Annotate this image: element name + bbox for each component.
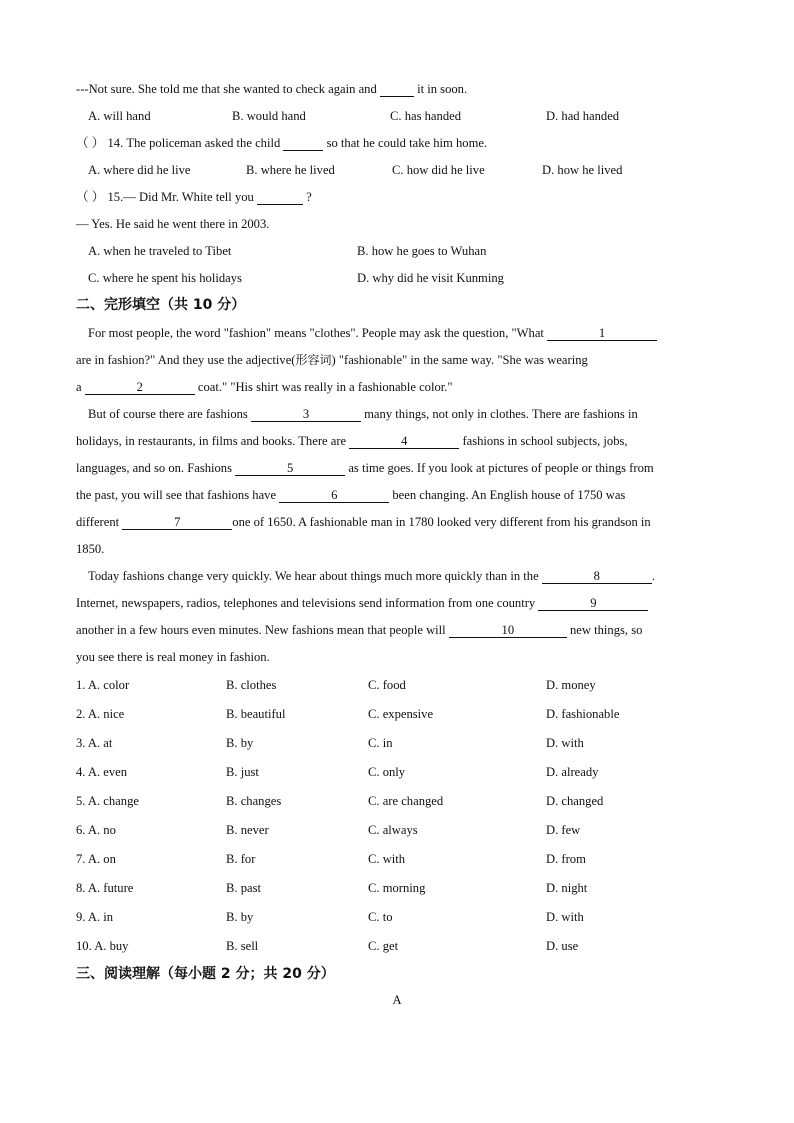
q14-option-b: B. where he lived: [246, 163, 335, 177]
q13-option-b: B. would hand: [232, 109, 306, 123]
cloze-text: are in fashion?" And they use the adjective(: [76, 353, 296, 367]
passage-label: A: [392, 993, 402, 1007]
cloze-p3-line3: [76, 622, 642, 638]
cloze-option-7-d: D. from: [546, 852, 586, 866]
cloze-p2-line2: [76, 433, 628, 449]
q15-stem: [76, 189, 312, 205]
cloze-text: Internet, newspapers, radios, telephones and televisions send information from one country: [76, 596, 536, 610]
cloze-option-10-a: 10. A. buy: [76, 939, 129, 953]
cloze-option-9-c: C. to: [368, 910, 393, 924]
cloze-option-1-d: D. money: [546, 678, 596, 692]
q14-stem-text-end: so that he could take him home.: [326, 136, 488, 150]
q15-reply: — Yes. He said he went there in 2003.: [76, 217, 270, 231]
cloze-option-5-b: B. changes: [226, 794, 282, 808]
cloze-option-6-c: C. always: [368, 823, 418, 837]
q14-option-c: C. how did he live: [392, 163, 485, 177]
cloze-option-9-a: 9. A. in: [76, 910, 114, 924]
cloze-blank-9: 9: [538, 596, 648, 611]
cloze-option-7-c: C. with: [368, 852, 406, 866]
q13-option-d: D. had handed: [546, 109, 620, 123]
cloze-p2-line4: [76, 487, 625, 503]
cloze-p3-line1: [88, 568, 655, 584]
cloze-text: a: [76, 380, 82, 394]
cloze-option-3-a: 3. A. at: [76, 736, 113, 750]
cloze-option-8-d: D. night: [546, 881, 588, 895]
cloze-option-8-b: B. past: [226, 881, 261, 895]
cloze-text: holidays, in restaurants, in films and books. There are: [76, 434, 347, 448]
cloze-chinese-gloss: 形容词: [295, 353, 332, 367]
q15-option-c: C. where he spent his holidays: [88, 271, 242, 285]
q14-stem: [76, 135, 487, 151]
cloze-text: one of 1650. A fashionable man in 1780 looked very different from his grandson in: [232, 515, 651, 529]
q15-option-b: B. how he goes to Wuhan: [357, 244, 487, 258]
cloze-p1-line1: [88, 325, 657, 341]
cloze-option-1-b: B. clothes: [226, 678, 277, 692]
q13-stem-text-end: it in soon.: [417, 82, 468, 96]
cloze-text: different: [76, 515, 120, 529]
section3-heading: 三、阅读理解（每小题 2 分；共 20 分）: [76, 966, 335, 982]
cloze-option-7-a: 7. A. on: [76, 852, 116, 866]
cloze-option-5-c: C. are changed: [368, 794, 444, 808]
cloze-blank-3: 3: [251, 407, 361, 422]
cloze-text: fashions in school subjects, jobs,: [462, 434, 628, 448]
cloze-text: the past, you will see that fashions have: [76, 488, 277, 502]
cloze-blank-1: 1: [547, 326, 657, 341]
cloze-option-3-c: C. in: [368, 736, 393, 750]
cloze-option-2-b: B. beautiful: [226, 707, 286, 721]
cloze-text: .: [651, 569, 655, 583]
cloze-text: languages, and so on. Fashions: [76, 461, 233, 475]
cloze-option-4-c: C. only: [368, 765, 406, 779]
cloze-option-5-d: D. changed: [546, 794, 604, 808]
q13-stem: [76, 81, 467, 97]
q14-option-d: D. how he lived: [542, 163, 623, 177]
q15-stem-text: 15.— Did Mr. White tell you: [107, 190, 254, 204]
q13-blank: [380, 82, 414, 97]
cloze-blank-5: 5: [235, 461, 345, 476]
cloze-option-9-b: B. by: [226, 910, 254, 924]
cloze-option-2-a: 2. A. nice: [76, 707, 125, 721]
cloze-p3-line4: you see there is real money in fashion.: [76, 650, 270, 664]
q14-option-a: A. where did he live: [88, 163, 191, 177]
cloze-text: But of course there are fashions: [88, 407, 248, 421]
cloze-p3-line2: [76, 595, 648, 611]
cloze-option-4-b: B. just: [226, 765, 259, 779]
cloze-blank-7: 7: [122, 515, 232, 530]
cloze-option-1-a: 1. A. color: [76, 678, 130, 692]
cloze-blank-10: 10: [449, 623, 567, 638]
cloze-text: new things, so: [569, 623, 643, 637]
q15-option-d: D. why did he visit Kunming: [357, 271, 504, 285]
cloze-p2-line1: [88, 406, 638, 422]
cloze-text: many things, not only in clothes. There are fashions in: [364, 407, 638, 421]
cloze-blank-4: 4: [349, 434, 459, 449]
cloze-option-10-d: D. use: [546, 939, 579, 953]
cloze-option-3-b: B. by: [226, 736, 254, 750]
q14-blank: [283, 136, 323, 151]
cloze-option-9-d: D. with: [546, 910, 584, 924]
cloze-option-6-b: B. never: [226, 823, 269, 837]
cloze-p1-line2: [76, 352, 588, 368]
cloze-p2-line6: 1850.: [76, 542, 105, 556]
cloze-option-5-a: 5. A. change: [76, 794, 139, 808]
cloze-p2-line3: [76, 460, 654, 476]
q13-option-c: C. has handed: [390, 109, 461, 123]
cloze-option-8-c: C. morning: [368, 881, 426, 895]
cloze-option-3-d: D. with: [546, 736, 584, 750]
cloze-text: Today fashions change very quickly. We hear about things much more quickly than in the: [88, 569, 539, 583]
q13-stem-text: ---Not sure. She told me that she wanted to check again and: [76, 82, 377, 96]
cloze-option-4-a: 4. A. even: [76, 765, 128, 779]
cloze-blank-6: 6: [279, 488, 389, 503]
q15-stem-text-end: ?: [306, 190, 312, 204]
cloze-text: as time goes. If you look at pictures of people or things from: [348, 461, 654, 475]
cloze-option-1-c: C. food: [368, 678, 406, 692]
cloze-option-10-c: C. get: [368, 939, 399, 953]
cloze-blank-8: 8: [542, 569, 652, 584]
q15-answer-paren: （ ）: [76, 190, 105, 204]
cloze-option-8-a: 8. A. future: [76, 881, 134, 895]
cloze-blank-2: 2: [85, 380, 195, 395]
cloze-option-7-b: B. for: [226, 852, 256, 866]
cloze-text: ) "fashionable" in the same way. "She was wearing: [331, 353, 588, 367]
cloze-option-4-d: D. already: [546, 765, 599, 779]
cloze-text: coat." "His shirt was really in a fashionable color.": [197, 380, 453, 394]
q14-stem-text: 14. The policeman asked the child: [107, 136, 281, 150]
cloze-p1-line3: [76, 379, 453, 395]
q13-option-a: A. will hand: [88, 109, 151, 123]
cloze-option-10-b: B. sell: [226, 939, 259, 953]
q15-option-a: A. when he traveled to Tibet: [88, 244, 232, 258]
cloze-option-2-d: D. fashionable: [546, 707, 620, 721]
section2-heading: 二、完形填空（共 10 分）: [76, 297, 246, 313]
q15-blank: [257, 190, 303, 205]
q14-answer-paren: （ ）: [76, 136, 105, 150]
cloze-option-2-c: C. expensive: [368, 707, 434, 721]
cloze-p2-line5: [76, 514, 651, 530]
cloze-option-6-a: 6. A. no: [76, 823, 116, 837]
cloze-text: For most people, the word "fashion" means "clothes". People may ask the question, "What: [88, 326, 544, 340]
cloze-text: been changing. An English house of 1750 was: [392, 488, 626, 502]
cloze-text: another in a few hours even minutes. New fashions mean that people will: [76, 623, 446, 637]
cloze-option-6-d: D. few: [546, 823, 581, 837]
